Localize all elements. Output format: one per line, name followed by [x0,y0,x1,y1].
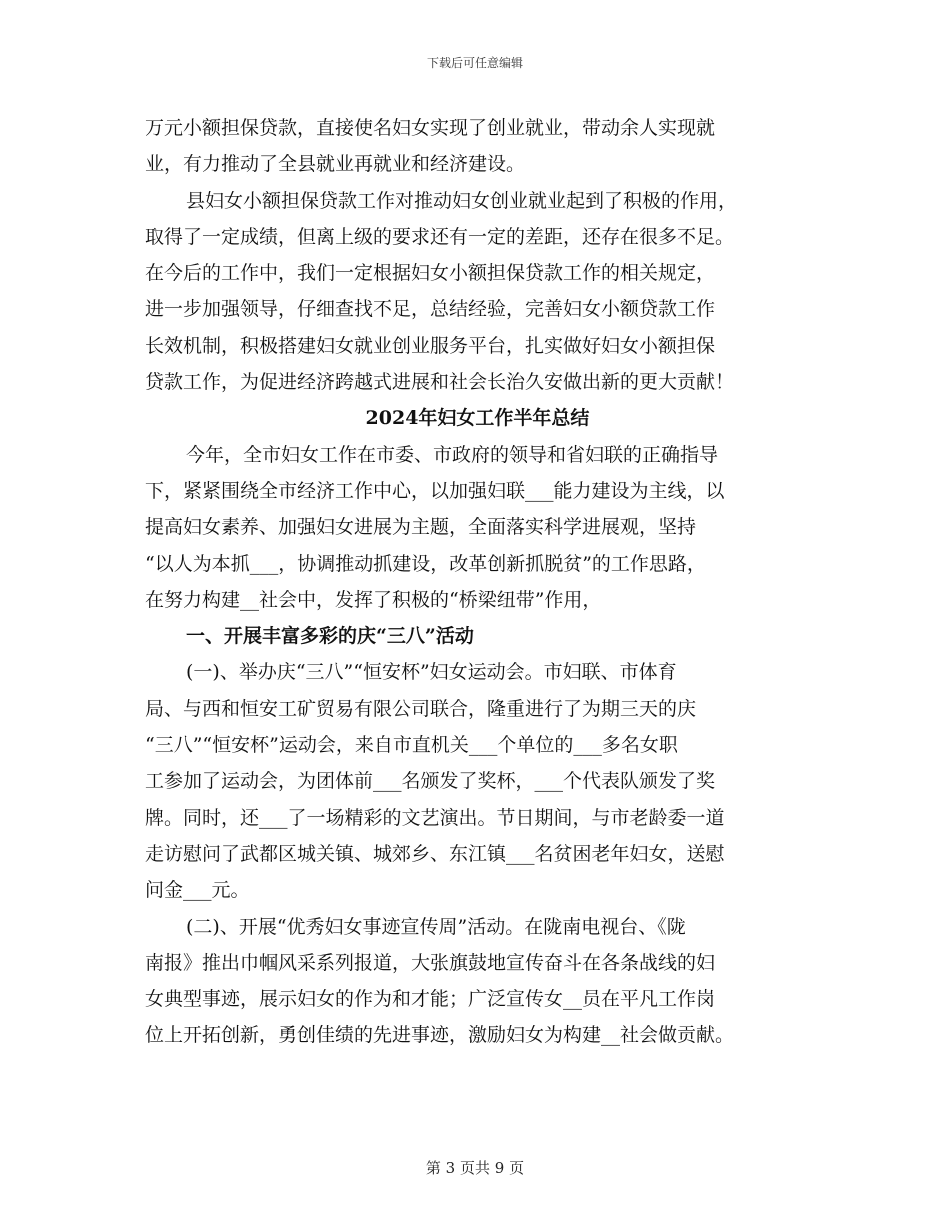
page-footer: 第 3 页共 9 页 [425,1159,525,1177]
text-line: 提高妇女素养、加强妇女进展为主题，全面落实科学进展观，坚持 [145,516,697,539]
text-line: 县妇女小额担保贷款工作对推动妇女创业就业起到了积极的作用， [186,189,738,212]
text-line: 走访慰问了武都区城关镇、城郊乡、东江镇___名贫困老年妇女，送慰 [145,842,725,865]
section-heading: 一、开展丰富多彩的庆“三八”活动 [186,625,474,648]
text-line: 女典型事迹，展示妇女的作为和才能；广泛宣传女__员在平凡工作岗 [145,988,716,1011]
text-line: 业，有力推动了全县就业再就业和经济建设。 [145,153,526,176]
text-line: 局、与西和恒安工矿贸易有限公司联合，隆重进行了为期三天的庆 [145,697,697,720]
text-line: 问金___元。 [145,879,250,902]
text-line: 进一步加强领导，仔细查找不足，总结经验，完善妇女小额贷款工作 [145,298,716,321]
text-line: (二)、开展“优秀妇女事迹宣传周”活动。在陇南电视台、《陇 [186,915,686,938]
text-line: 工参加了运动会，为团体前___名颁发了奖杯，___个代表队颁发了奖 [145,770,716,793]
text-line: 贷款工作，为促进经济跨越式进展和社会长治久安做出新的更大贡献！ [145,371,735,394]
page-header: 下载后可任意编辑 [426,56,523,70]
document-title: 2024年妇女工作半年总结 [365,407,590,430]
text-line: 在努力构建__社会中，发挥了积极的“桥梁纽带”作用， [145,588,602,611]
text-line: 万元小额担保贷款，直接使名妇女实现了创业就业，带动余人实现就 [145,117,716,139]
text-line: “以人为本抓___，协调推动抓建设，改革创新抓脱贫”的工作思路， [145,552,706,575]
text-line: 南报》推出巾帼风采系列报道，大张旗鼓地宣传奋斗在各条战线的妇 [145,951,716,974]
text-line: 在今后的工作中，我们一定根据妇女小额担保贷款工作的相关规定， [145,262,716,285]
text-line: (一)、举办庆“三八”“恒安杯”妇女运动会。市妇联、市体育 [186,661,677,684]
text-line: “三八”“恒安杯”运动会，来自市直机关___个单位的___多名女职 [145,734,678,757]
text-line: 牌。同时，还___了一场精彩的文艺演出。节日期间，与市老龄委一道 [145,806,725,829]
text-line: 长效机制，积极搭建妇女就业创业服务平台，扎实做好妇女小额担保 [145,334,716,357]
text-line: 今年，全市妇女工作在市委、市政府的领导和省妇联的正确指导 [186,443,719,466]
text-line: 下，紧紧围绕全市经济工作中心，以加强妇联___能力建设为主线，以 [145,479,725,502]
text-line: 取得了一定成绩，但离上级的要求还有一定的差距，还存在很多不足。 [145,225,735,248]
text-line: 位上开拓创新，勇创佳绩的先进事迹，激励妇女为构建__社会做贡献。 [145,1024,735,1047]
document-body [145,110,810,1054]
